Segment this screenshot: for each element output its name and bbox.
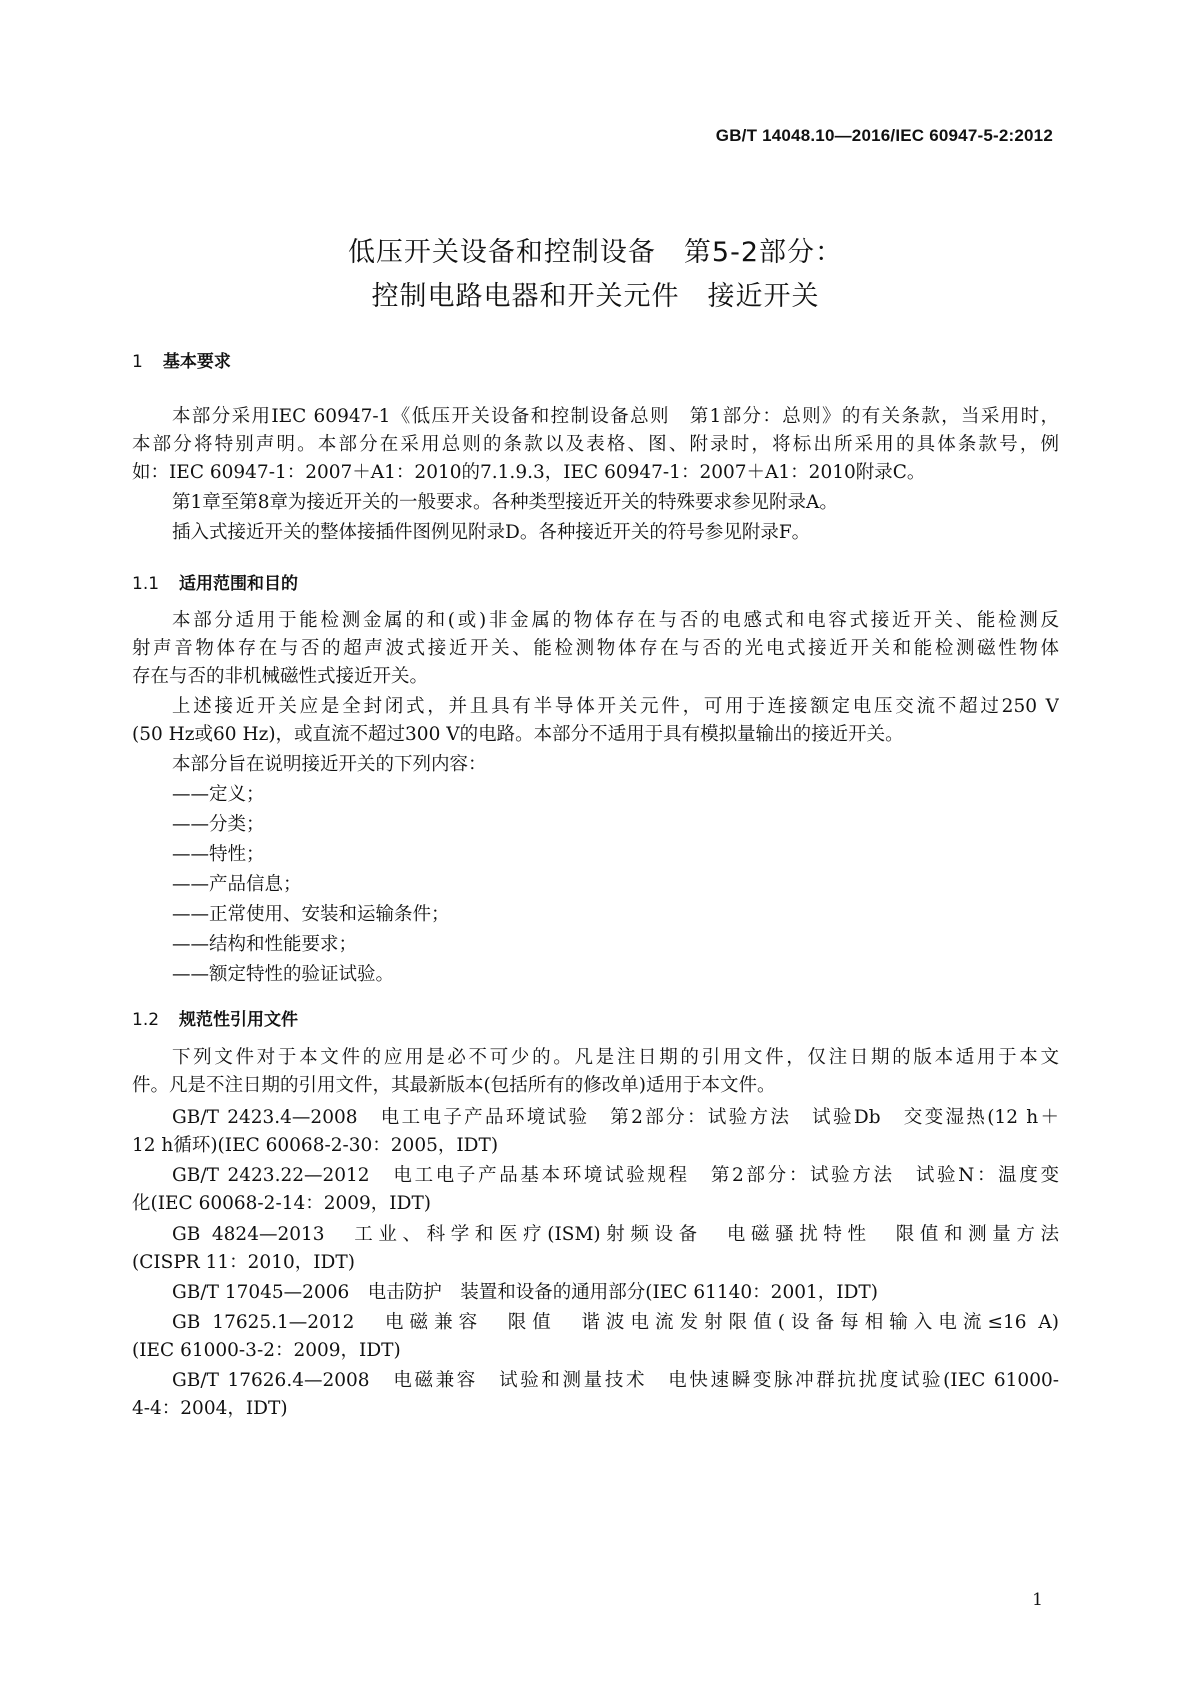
paragraph-line: 第1章至第8章为接近开关的一般要求。各种类型接近开关的特殊要求参见附录A。 xyxy=(172,492,838,513)
list-item: ——结构和性能要求； xyxy=(172,934,358,955)
list-item: ——正常使用、安装和运输条件； xyxy=(172,904,450,925)
paragraph-line: 下列文件对于本文件的应用是必不可少的。凡是注日期的引用文件，仅注日期的版本适用于本文 xyxy=(172,1047,1059,1068)
section-1-heading xyxy=(132,347,231,372)
page-number: 1 xyxy=(1032,1590,1043,1610)
section-1-2-heading xyxy=(132,1005,298,1030)
list-item: ——产品信息； xyxy=(172,874,302,895)
list-item: ——额定特性的验证试验。 xyxy=(172,964,395,985)
section-number: 1.2 xyxy=(132,1010,160,1030)
document-title-line-1: 低压开关设备和控制设备 第5-2部分： xyxy=(347,237,844,268)
paragraph-line: 本部分采用IEC 60947-1《低压开关设备和控制设备总则 第1部分：总则》的有关条款，当采用时， xyxy=(172,406,1059,427)
reference-line: GB 4824—2013 工业、科学和医疗(ISM)射频设备 电磁骚扰特性 限值和测量方法 xyxy=(172,1224,1059,1245)
section-1-1-heading xyxy=(132,569,298,594)
reference-line: 12 h循环)(IEC 60068-2-30：2005，IDT) xyxy=(132,1135,499,1156)
paragraph-line: 上述接近开关应是全封闭式，并且具有半导体开关元件，可用于连接额定电压交流不超过250 V xyxy=(172,696,1059,717)
document-title-line-2: 控制电路电器和开关元件 接近开关 xyxy=(371,281,820,312)
paragraph-line: (50 Hz或60 Hz)，或直流不超过300 V的电路。本部分不适用于具有模拟量输出的接近开关。 xyxy=(132,724,904,745)
list-item: ——特性； xyxy=(172,844,265,865)
paragraph-line: 存在与否的非机械磁性式接近开关。 xyxy=(132,666,429,687)
list-item: ——分类； xyxy=(172,814,265,835)
section-title: 规范性引用文件 xyxy=(179,1010,299,1030)
section-number: 1 xyxy=(132,352,143,372)
reference-line: GB/T 2423.22—2012 电工电子产品基本环境试验规程 第2部分：试验方法 试验N：温度变 xyxy=(172,1165,1059,1186)
reference-line: GB 17625.1—2012 电磁兼容 限值 谐波电流发射限值(设备每相输入电流≤16 A) xyxy=(172,1312,1059,1333)
reference-line: GB/T 17626.4—2008 电磁兼容 试验和测量技术 电快速瞬变脉冲群抗扰度试验(IEC 61000- xyxy=(172,1370,1059,1391)
reference-line: 化(IEC 60068-2-14：2009，IDT) xyxy=(132,1193,432,1214)
reference-line: 4-4：2004，IDT) xyxy=(132,1398,288,1419)
list-item: ——定义； xyxy=(172,784,265,805)
reference-line: GB/T 2423.4—2008 电工电子产品环境试验 第2部分：试验方法 试验Db 交变湿热(12 h＋ xyxy=(172,1107,1059,1128)
paragraph-line: 件。凡是不注日期的引用文件，其最新版本(包括所有的修改单)适用于本文件。 xyxy=(132,1075,776,1096)
paragraph-line: 插入式接近开关的整体接插件图例见附录D。各种接近开关的符号参见附录F。 xyxy=(172,522,811,543)
reference-line: (IEC 61000-3-2：2009，IDT) xyxy=(132,1340,401,1361)
reference-line: (CISPR 11：2010，IDT) xyxy=(132,1252,355,1273)
standard-code-header: GB/T 14048.10—2016/IEC 60947-5-2:2012 xyxy=(715,126,1053,145)
paragraph-line: 本部分适用于能检测金属的和(或)非金属的物体存在与否的电感式和电容式接近开关、能检测反 xyxy=(172,610,1059,631)
paragraph-line: 本部分旨在说明接近开关的下列内容： xyxy=(172,754,487,775)
section-title: 适用范围和目的 xyxy=(179,574,299,594)
paragraph-line: 本部分将特别声明。本部分在采用总则的条款以及表格、图、附录时，将标出所采用的具体条款号，例 xyxy=(132,434,1059,455)
section-number: 1.1 xyxy=(132,574,160,594)
reference-line: GB/T 17045—2006 电击防护 装置和设备的通用部分(IEC 61140：2001，IDT) xyxy=(172,1282,878,1303)
paragraph-line: 射声音物体存在与否的超声波式接近开关、能检测物体存在与否的光电式接近开关和能检测磁性物体 xyxy=(132,638,1059,659)
section-title: 基本要求 xyxy=(162,352,231,372)
paragraph-line: 如：IEC 60947-1：2007＋A1：2010的7.1.9.3，IEC 60947-1：2007＋A1：2010附录C。 xyxy=(132,462,926,483)
